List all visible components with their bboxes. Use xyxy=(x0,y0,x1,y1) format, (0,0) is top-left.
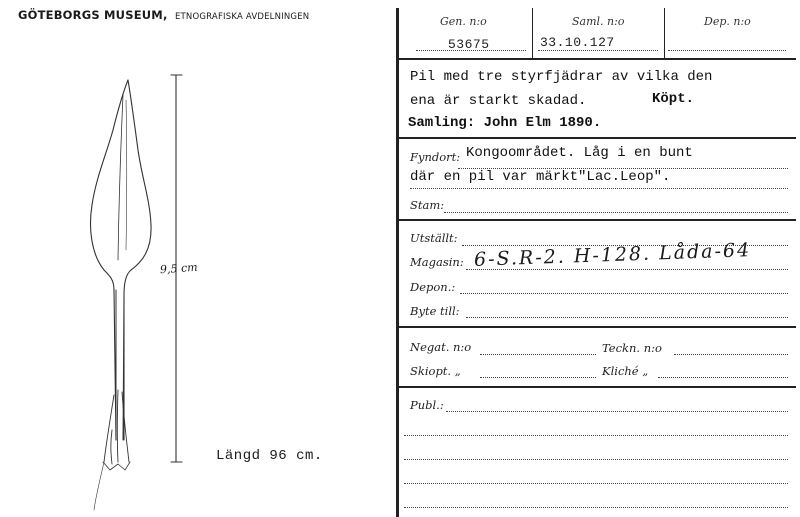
scale-note: 9,5 cm xyxy=(159,260,199,277)
museum-name: GÖTEBORGS MUSEUM, xyxy=(18,8,168,22)
header-rule xyxy=(396,58,796,60)
teckn-label: Teckn. n:o xyxy=(602,341,662,355)
catalog-form xyxy=(396,8,796,517)
utstallt-label: Utställt: xyxy=(410,231,458,245)
description-line-2: ena är starkt skadad. xyxy=(410,93,587,109)
magasin-label: Magasin: xyxy=(410,255,464,269)
kliche-label: Kliché „ xyxy=(602,364,649,378)
fyndort-label: Fyndort: xyxy=(410,150,461,164)
storage-rule xyxy=(396,326,796,328)
gen-label: Gen. n:o xyxy=(440,15,487,28)
saml-value: 33.10.127 xyxy=(540,35,615,50)
form-left-border xyxy=(396,8,399,517)
byte-label: Byte till: xyxy=(410,304,460,318)
description-line-1: Pil med tre styrfjädrar av vilka den xyxy=(410,69,713,85)
arrow-length: Längd 96 cm. xyxy=(216,448,323,464)
arrow-drawing xyxy=(0,0,395,517)
gen-value: 53675 xyxy=(448,37,490,52)
arrow-head-outline xyxy=(91,80,152,440)
magasin-value: 6-S.R-2. H-128. Låda-64 xyxy=(473,239,752,271)
dep-label: Dep. n:o xyxy=(704,15,751,28)
collection: Samling: John Elm 1890. xyxy=(408,115,602,131)
header-divider-2 xyxy=(664,8,665,58)
publ-label: Publ.: xyxy=(410,398,444,412)
saml-label: Saml. n:o xyxy=(572,15,625,28)
description-rule xyxy=(396,137,796,139)
header-divider-1 xyxy=(532,8,533,58)
stam-rule xyxy=(396,219,796,221)
fyndort-line-1: Kongoområdet. Låg i en bunt xyxy=(466,145,693,161)
arrow-head-midrib xyxy=(118,95,123,260)
depon-label: Depon.: xyxy=(410,280,456,294)
acquisition: Köpt. xyxy=(652,91,695,107)
stam-label: Stam: xyxy=(410,198,445,212)
skiopt-label: Skiopt. „ xyxy=(410,364,461,378)
museum-department: ETNOGRAFISKA AVDELNINGEN xyxy=(174,12,310,22)
photo-rule xyxy=(396,386,796,388)
fyndort-line-2: där en pil var märkt"Lac.Leop". xyxy=(410,169,671,185)
negat-label: Negat. n:o xyxy=(410,340,472,354)
